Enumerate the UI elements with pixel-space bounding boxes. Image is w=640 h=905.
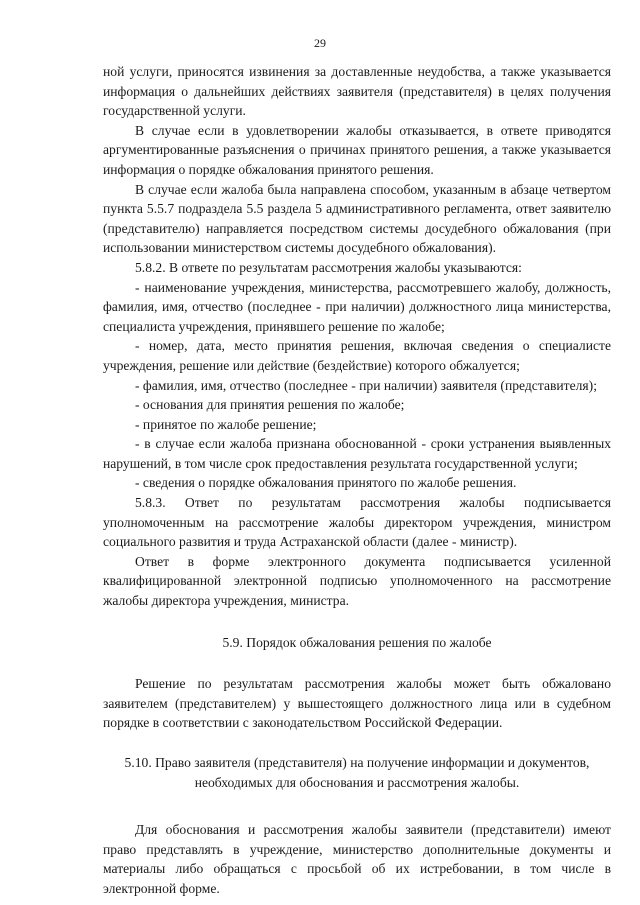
paragraph-5-8-2: 5.8.2. В ответе по результатам рассмотрения жалобы указываются: xyxy=(135,259,522,275)
section-heading-5-10-line1: 5.10. Право заявителя (представителя) на получение информации и документов, xyxy=(124,755,590,770)
paragraph-appeal: Решение по результатам рассмотрения жалобы может быть обжаловано заявителем (представителем) у вышестоящего должностного лица или в судебном порядке в соответствии с законодательством Российской Федерации. xyxy=(103,676,611,731)
section-heading-5-10 xyxy=(103,753,611,792)
list-item-decision: - принятое по жалобе решение; xyxy=(135,416,317,432)
paragraph-documents-right: Для обоснования и рассмотрения жалобы заявители (представители) имеют право представлять в учреждение, министерство дополнительные документы и материалы либо обращаться с просьбой об их истребовании, в том числе в электронной форме. xyxy=(103,822,611,896)
paragraph-electronic-signature: Ответ в форме электронного документа подписывается усиленной квалифицированной электронной подписью уполномоченного на рассмотрение жалобы директора учреждения, министра. xyxy=(103,553,611,609)
list-item-institution: - наименование учреждения, министерства, рассмотревшего жалобу, должность, фамилия, имя, отчество (последнее - при наличии) должностного лица министерства, специалиста учреждения, принявшего решение по жалобе; xyxy=(103,279,611,334)
list-item-applicant-name: - фамилия, имя, отчество (последнее - при наличии) заявителя (представителя); xyxy=(135,377,597,393)
list-item-grounds: - основания для принятия решения по жалобе; xyxy=(135,397,405,413)
paragraph-5-8-3: 5.8.3. Ответ по результатам рассмотрения жалобы подписывается уполномоченным на рассмотрение жалобы директором учреждения, министром социального развития и труда Астраханской области (далее - министр). xyxy=(103,495,611,550)
list-item-decision-number: - номер, дата, место принятия решения, включая сведения о специалисте учреждения, решение или действие (бездействие) которого обжалуется; xyxy=(103,338,611,373)
document-body xyxy=(103,62,611,899)
section-heading-5-9: 5.9. Порядок обжалования решения по жалобе xyxy=(222,634,492,650)
section-heading-5-10-line2: необходимых для обоснования и рассмотрения жалобы. xyxy=(194,774,520,790)
paragraph-continuation: ной услуги, приносятся извинения за доставленные неудобства, а также указывается информация о дальнейших действиях заявителя (представителя) в целях получения государственной услуги. xyxy=(103,64,611,119)
paragraph-refusal: В случае если в удовлетворении жалобы отказывается, в ответе приводятся аргументированные разъяснения о причинах принятого решения, а также указывается информация о порядке обжалования принятого решения. xyxy=(103,122,611,177)
list-item-remediation: - в случае если жалоба признана обоснованной - сроки устранения выявленных нарушений, в том числе срок предоставления результата государственной услуги; xyxy=(103,436,611,471)
paragraph-pretrial-system: В случае если жалоба была направлена способом, указанным в абзаце четвертом пункта 5.5.7 подраздела 5.5 раздела 5 административного регламента, ответ заявителю (представителю) направляется посредством системы досудебного обжалования (при использовании министерством системы досудебного обжалования). xyxy=(103,181,611,256)
page-number: 29 xyxy=(314,36,326,50)
list-item-appeal-procedure: - сведения о порядке обжалования принятого по жалобе решения. xyxy=(135,475,517,491)
